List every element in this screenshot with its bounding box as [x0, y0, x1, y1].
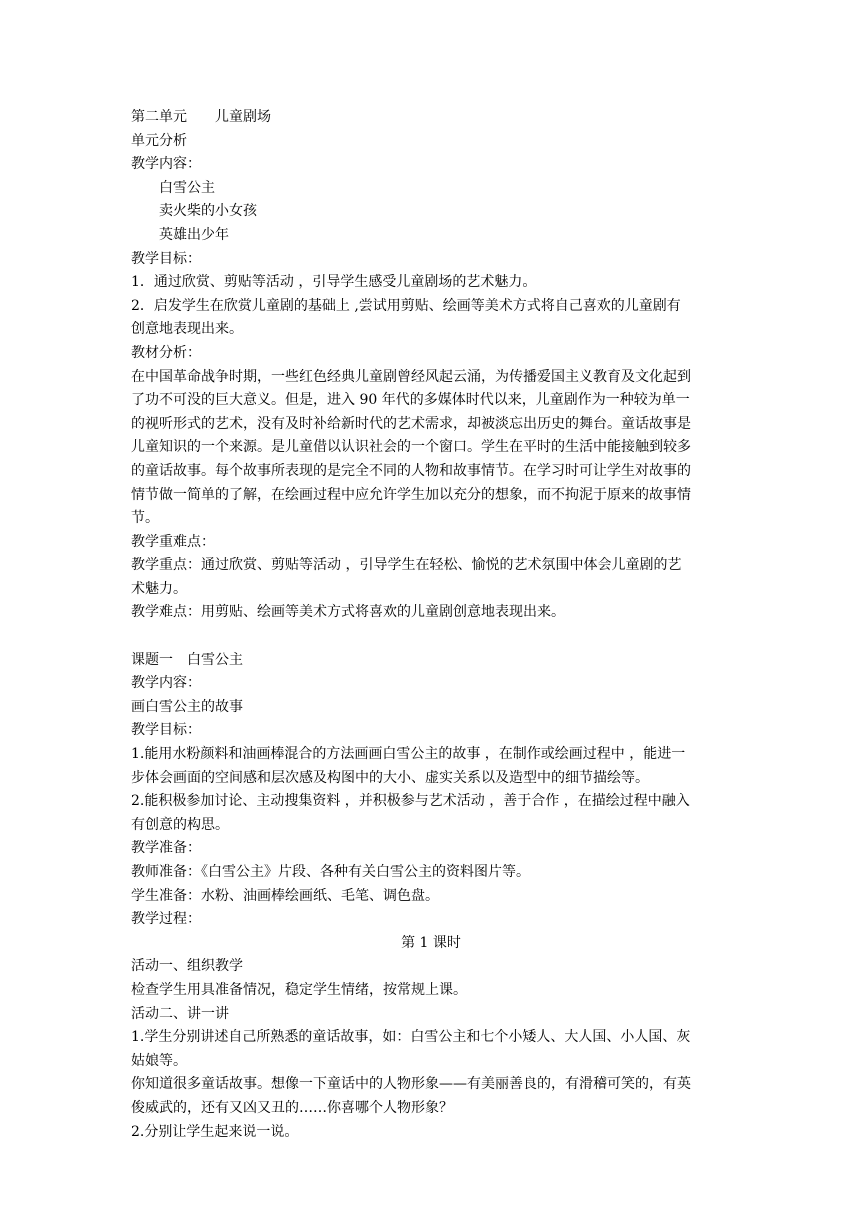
activity-2-title: 活动二、讲一讲 — [131, 1005, 229, 1022]
unit-goals-heading: 教学目标： — [131, 250, 201, 267]
lesson-content: 画白雪公主的故事 — [131, 698, 243, 715]
unit-key-heading: 教学重难点： — [131, 533, 215, 550]
activity-2-item-1-line: 姑娘等。 — [131, 1052, 187, 1069]
lesson-goal-2-line: 有创意的构思。 — [131, 816, 229, 833]
material-line: 节。 — [131, 510, 159, 527]
lesson-goal-1-line: 步体会画面的空间感和层次感及构图中的大小、虚实关系以及造型中的细节描绘等。 — [131, 769, 649, 786]
unit-goal-1: 1．通过欣赏、剪贴等活动 ，引导学生感受儿童剧场的艺术魅力。 — [131, 274, 537, 291]
material-line: 情节做一简单的了解，在绘画过程中应允许学生加以充分的想象，而不拘泥于原来的故事情 — [131, 486, 691, 503]
lesson-goals-heading: 教学目标： — [131, 722, 201, 739]
unit-content-item: 卖火柴的小女孩 — [159, 203, 257, 220]
teacher-prep: 教师准备：《白雪公主》片段、各种有关白雪公主的资料图片等。 — [131, 864, 530, 880]
unit-goal-2-line: 2．启发学生在欣赏儿童剧的基础上 ,尝试用剪贴、绘画等美术方式将自己喜欢的儿童剧有 — [131, 297, 681, 314]
lesson-goal-2-line: 2.能积极参加讨论、主动搜集资料 ，并积极参与艺术活动 ，善于合作 ，在描绘过程中融入 — [131, 793, 690, 810]
unit-goal-2 — [131, 295, 731, 342]
material-line: 的童话故事。每个故事所表现的是完全不同的人物和故事情节。在学习时可让学生对故事的 — [131, 462, 691, 479]
activity-2-text-line: 俊威武的，还有又凶又丑的……你喜哪个人物形象？ — [131, 1099, 453, 1116]
lesson-prep-heading: 教学准备： — [131, 840, 201, 857]
activity-2-text-line: 你知道很多童话故事。想像一下童话中的人物形象——有美丽善良的，有滑稽可笑的，有英 — [131, 1076, 691, 1093]
unit-content-heading: 教学内容： — [131, 156, 201, 173]
lesson-content-heading: 教学内容： — [131, 675, 201, 692]
paragraph-spacer — [131, 625, 731, 649]
lesson-goal-1-line: 1.能用水粉颜料和油画棒混合的方法画画白雪公主的故事 ，在制作或绘画过程中 ，能进一 — [131, 746, 686, 763]
key-point-line: 术魅力。 — [131, 580, 187, 597]
unit-goal-2-line: 创意地表现出来。 — [131, 321, 243, 338]
student-prep: 学生准备：水粉、油画棒绘画纸、毛笔、调色盘。 — [131, 887, 439, 904]
material-line: 的视听形式的艺术，没有及时补给新时代的艺术需求，却被淡忘出历史的舞台。童话故事是 — [131, 415, 691, 432]
unit-key-point — [131, 554, 731, 601]
activity-1-title: 活动一、组织教学 — [131, 958, 243, 975]
lesson-goal-1 — [131, 743, 731, 790]
material-line: 儿童知识的一个来源。是儿童借以认识社会的一个窗口。学生在平时的生活中能接触到较多 — [131, 439, 691, 456]
unit-material-heading: 教材分析： — [131, 344, 201, 361]
unit-difficult-point: 教学难点：用剪贴、绘画等美术方式将喜欢的儿童剧创意地表现出来。 — [131, 604, 565, 621]
activity-1-text: 检查学生用具准备情况，稳定学生情绪，按常规上课。 — [131, 981, 467, 998]
unit-analysis-heading: 单元分析 — [131, 132, 187, 149]
lesson-goal-2 — [131, 790, 731, 837]
unit-content-item: 白雪公主 — [159, 179, 215, 196]
unit-material-paragraph — [131, 366, 731, 531]
key-point-line: 教学重点：通过欣赏、剪贴等活动 ，引导学生在轻松、愉悦的艺术氛围中体会儿童剧的艺 — [131, 557, 682, 574]
activity-2-item-1 — [131, 1026, 731, 1073]
lesson-process-heading: 教学过程： — [131, 911, 201, 928]
activity-2-text — [131, 1073, 731, 1120]
material-line: 了功不可没的巨大意义。但是，进入 90 年代的多媒体时代以来，儿童剧作为一种较为单一 — [131, 392, 690, 409]
material-line: 在中国革命战争时期，一些红色经典儿童剧曾经风起云涌，为传播爱国主义教育及文化起到 — [131, 368, 691, 385]
unit-content-item: 英雄出少年 — [159, 226, 229, 243]
lesson-title: 课题一 白雪公主 — [131, 651, 243, 668]
period-title: 第 1 课时 — [401, 934, 461, 951]
unit-title: 第二单元 儿童剧场 — [131, 109, 271, 125]
document-page — [131, 106, 731, 1144]
activity-2-item-2: 2.分别让学生起来说一说。 — [131, 1123, 299, 1140]
activity-2-item-1-line: 1.学生分别讲述自己所熟悉的童话故事，如：白雪公主和七个小矮人、大人国、小人国、灰 — [131, 1029, 691, 1046]
